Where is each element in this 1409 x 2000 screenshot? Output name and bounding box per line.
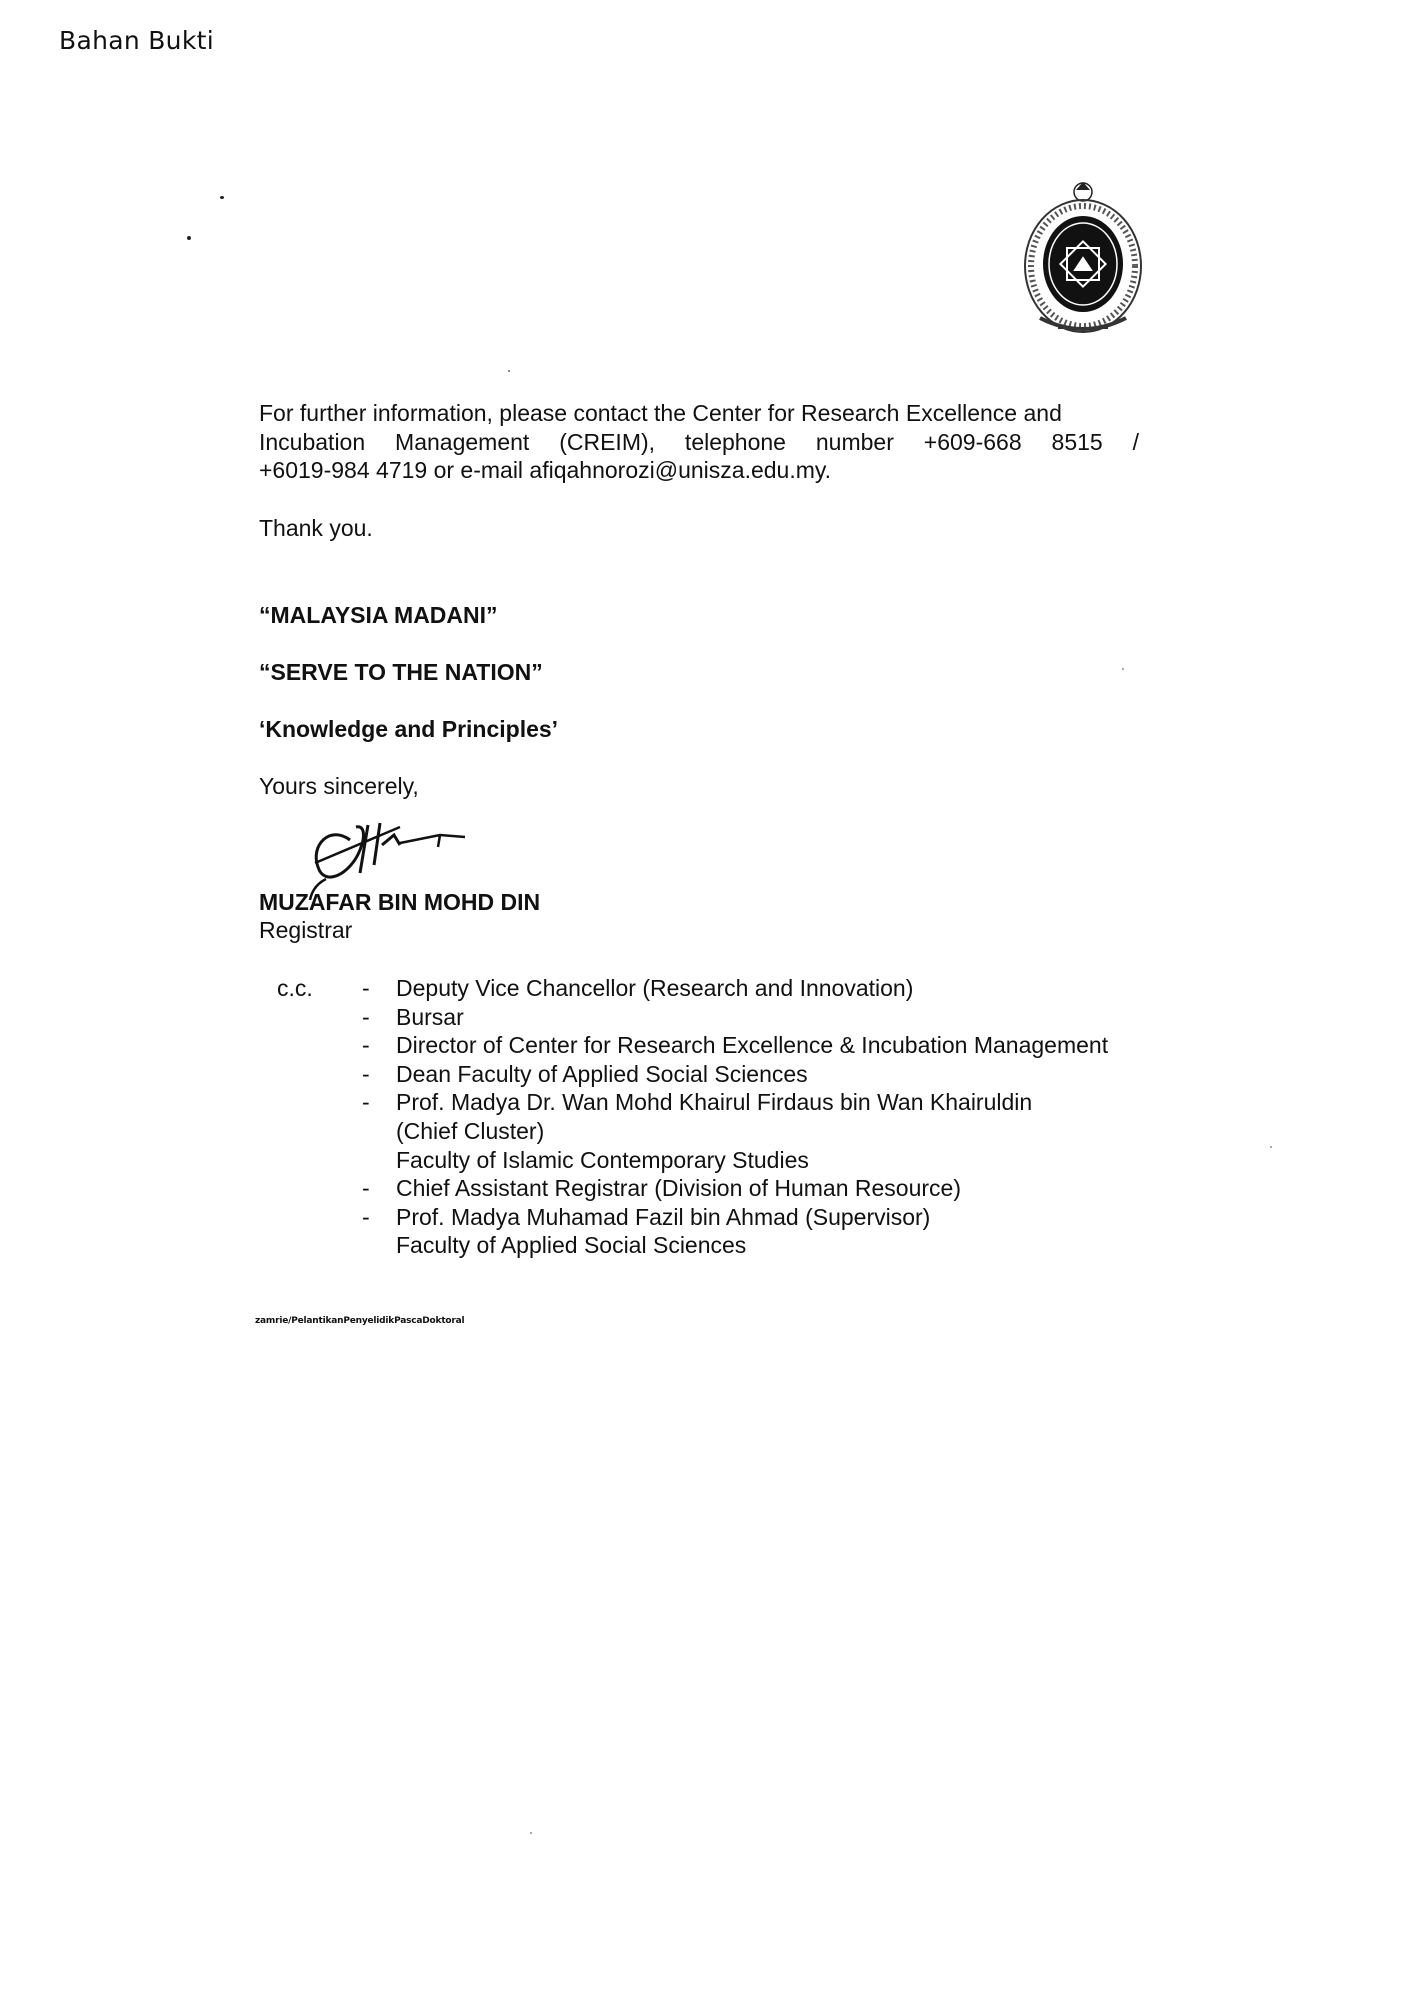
scan-speck [187, 236, 191, 240]
slogan-malaysia-madani: “MALAYSIA MADANI” [259, 602, 498, 628]
slogan-serve-nation: “SERVE TO THE NATION” [259, 659, 543, 685]
contact-paragraph [259, 399, 1139, 485]
handwritten-signature [290, 805, 470, 900]
scan-speck [1270, 1146, 1272, 1148]
list-dash: - [362, 1089, 370, 1116]
list-dash: - [362, 975, 370, 1001]
cc-recipient [362, 1231, 1108, 1260]
university-crest-icon [1018, 178, 1148, 340]
university-motto: ‘Knowledge and Principles’ [259, 716, 559, 742]
list-dash: - [362, 1032, 370, 1059]
cc-recipient [362, 1174, 1108, 1203]
cc-recipient-text: Dean Faculty of Applied Social Sciences [396, 1060, 808, 1087]
cc-recipient [362, 1060, 1108, 1089]
cc-recipient-text: Prof. Madya Dr. Wan Mohd Khairul Firdaus bin Wan Khairuldin [396, 1089, 1033, 1116]
cc-recipient [362, 1203, 1108, 1232]
cc-recipient [362, 1146, 1108, 1175]
scan-speck [530, 1832, 532, 1834]
scan-speck [220, 196, 224, 199]
cc-recipient-text: Faculty of Applied Social Sciences [396, 1232, 747, 1259]
scan-speck [1122, 668, 1124, 670]
list-dash: - [362, 1175, 370, 1202]
paragraph-line: +6019-984 4719 or e-mail afiqahnorozi@unisza.edu.my. [259, 457, 832, 483]
cc-recipient-text: Deputy Vice Chancellor (Research and Innovation) [396, 975, 914, 1001]
thanks-text: Thank you. [259, 515, 373, 541]
cc-recipient [362, 1088, 1108, 1117]
cc-recipient [362, 1117, 1108, 1146]
cc-recipient-text: Prof. Madya Muhamad Fazil bin Ahmad (Supervisor) [396, 1203, 931, 1230]
file-reference: zamrie/PelantikanPenyelidikPascaDoktoral [255, 1316, 465, 1326]
cc-recipient [362, 974, 1108, 1003]
scan-speck [508, 370, 510, 372]
cc-list [362, 974, 1108, 1260]
signatory-name: MUZAFAR BIN MOHD DIN [259, 889, 541, 915]
cc-label: c.c. [277, 975, 313, 1001]
list-dash: - [362, 1060, 370, 1087]
signatory-title: Registrar [259, 917, 353, 943]
cc-recipient [362, 1031, 1108, 1060]
cc-recipient-text: Bursar [396, 1003, 464, 1030]
cc-recipient-text: Director of Center for Research Excellence & Incubation Management [396, 1032, 1109, 1059]
list-dash: - [362, 1003, 370, 1030]
list-dash: - [362, 1203, 370, 1230]
cc-recipient-text: Faculty of Islamic Contemporary Studies [396, 1146, 809, 1173]
closing-salutation: Yours sincerely, [259, 773, 419, 799]
paragraph-line: Incubation Management (CREIM), telephone number +609-668 8515 / [259, 428, 1139, 455]
document-label: Bahan Bukti [59, 26, 214, 55]
cc-recipient-text: Chief Assistant Registrar (Division of Human Resource) [396, 1175, 961, 1202]
paragraph-line: For further information, please contact the Center for Research Excellence and [259, 400, 1062, 426]
cc-recipient-text: (Chief Cluster) [396, 1117, 545, 1144]
cc-recipient [362, 1003, 1108, 1032]
